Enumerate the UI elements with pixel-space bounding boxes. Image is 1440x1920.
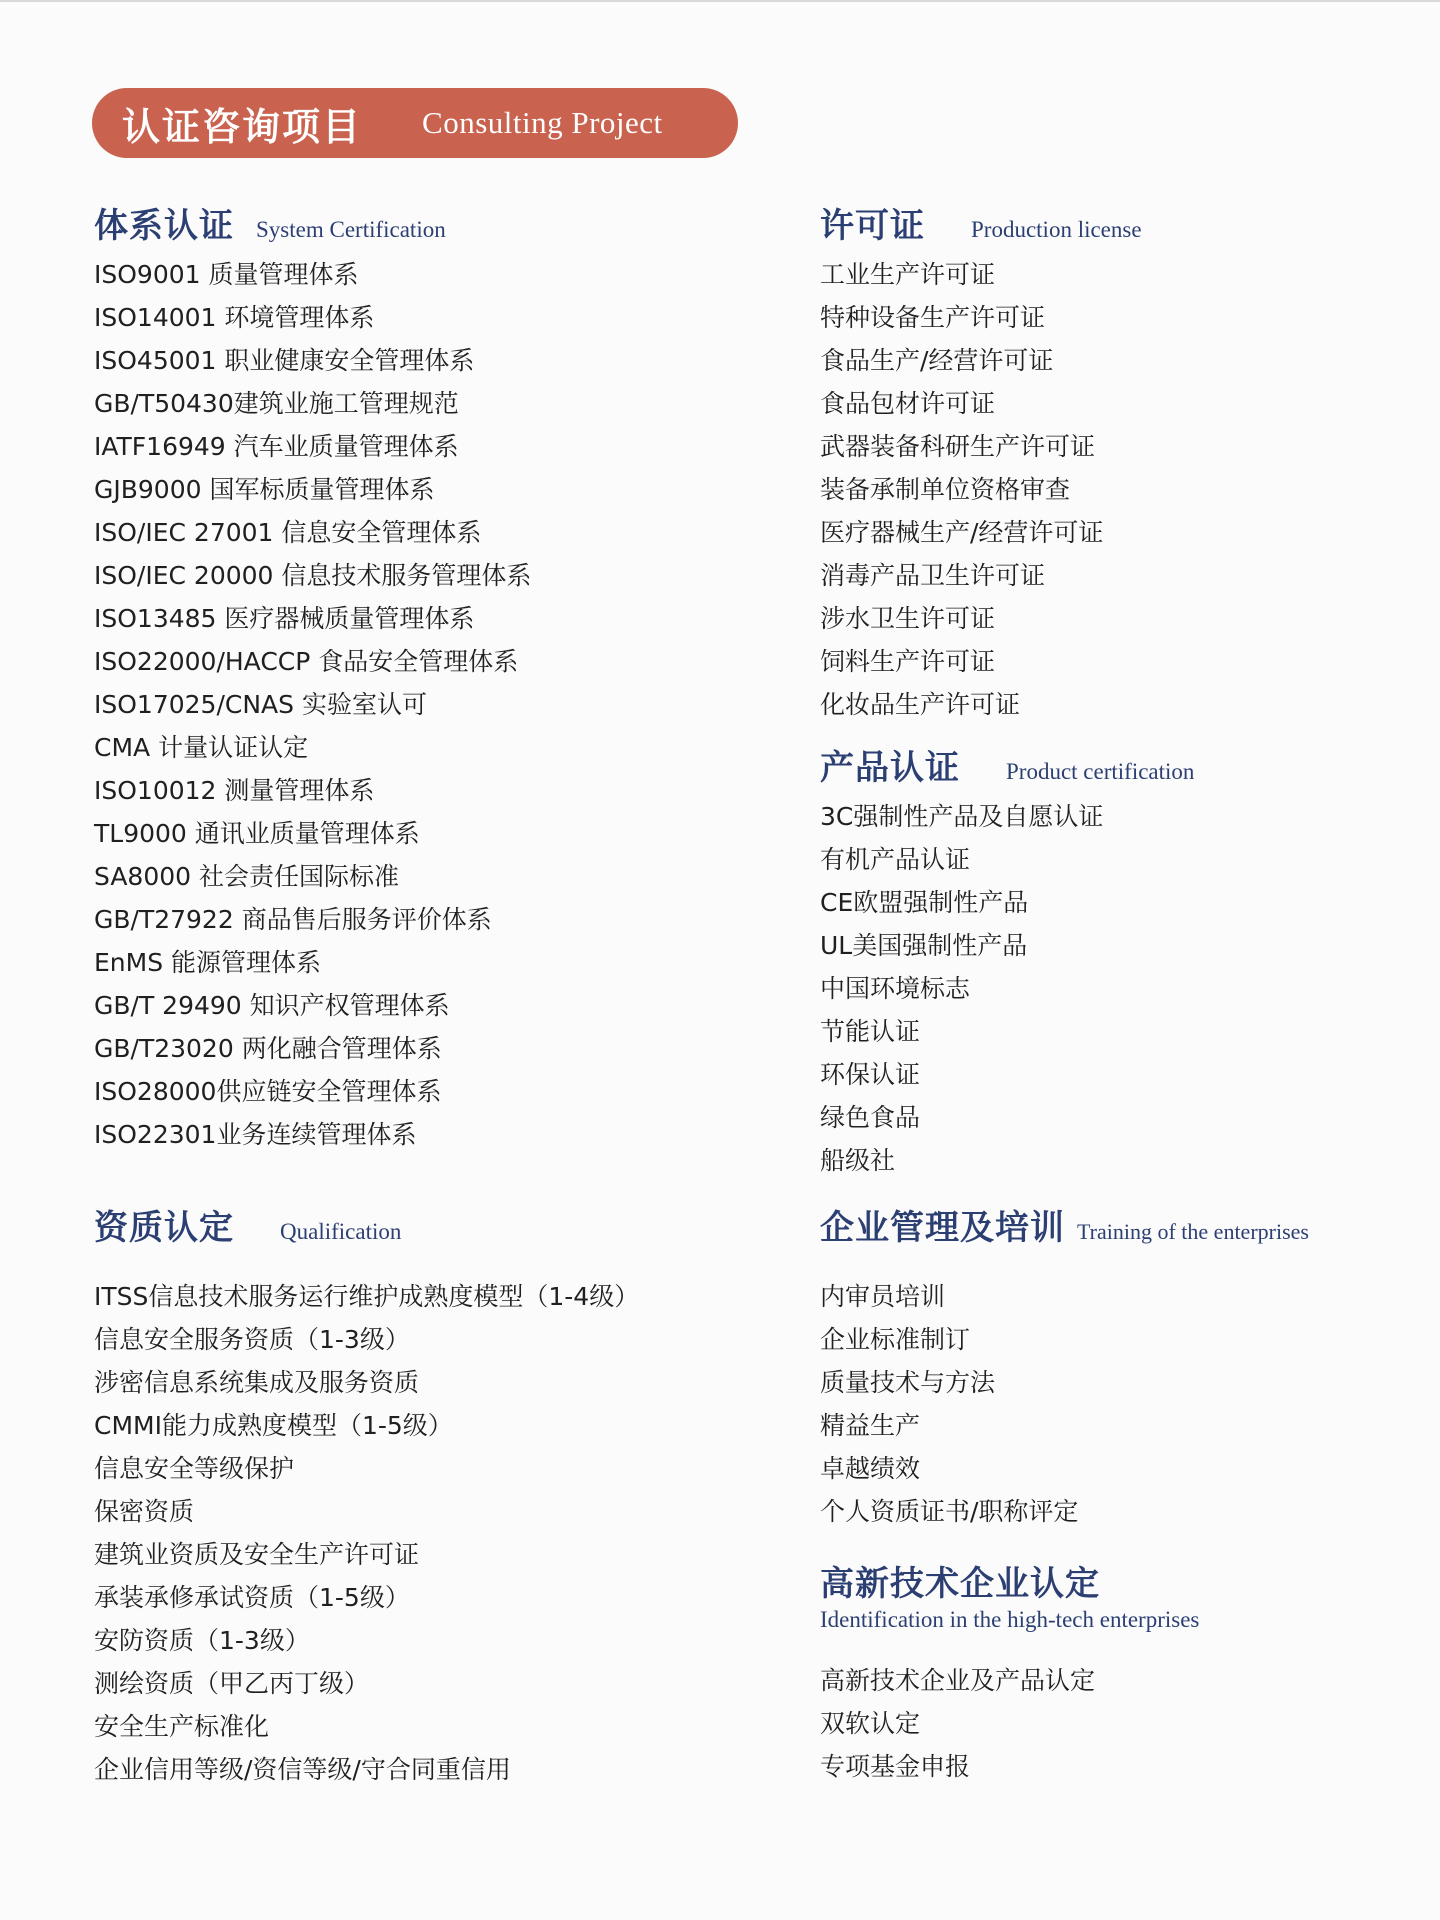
banner-title-cn: 认证咨询项目: [122, 103, 363, 149]
system-certification-section: [94, 198, 531, 1156]
list-item: 有机产品认证: [820, 845, 971, 874]
section-heading: [820, 198, 1142, 247]
list-item: 化妆品生产许可证: [820, 690, 1021, 719]
list-item: 安防资质（1-3级）: [94, 1626, 310, 1655]
list-item: 个人资质证书/职称评定: [820, 1497, 1079, 1526]
list-item: 特种设备生产许可证: [820, 303, 1046, 332]
section-title-en: Training of the enterprises: [1077, 1219, 1309, 1244]
list-item: 保密资质: [94, 1497, 195, 1526]
list-item: GB/T27922 商品售后服务评价体系: [94, 905, 492, 934]
consulting-project-banner: [92, 88, 738, 158]
list-item: 中国环境标志: [820, 974, 971, 1003]
list-item: GB/T 29490 知识产权管理体系: [94, 991, 450, 1020]
high-tech-list: [820, 1659, 1199, 1788]
section-heading: [820, 740, 1194, 789]
training-section: [820, 1200, 1309, 1533]
high-tech-section: [820, 1556, 1199, 1788]
list-item: ISO28000供应链安全管理体系: [94, 1077, 442, 1106]
list-item: 医疗器械生产/经营许可证: [820, 518, 1104, 547]
list-item: 食品生产/经营许可证: [820, 346, 1054, 375]
list-item: ISO10012 测量管理体系: [94, 776, 375, 805]
banner-title-en: Consulting Project: [422, 105, 663, 140]
list-item: SA8000 社会责任国际标准: [94, 862, 400, 891]
list-item: 工业生产许可证: [820, 260, 996, 289]
list-item: 企业标准制订: [820, 1325, 971, 1354]
list-item: 信息安全服务资质（1-3级）: [94, 1325, 410, 1354]
list-item: 3C强制性产品及自愿认证: [820, 802, 1104, 831]
list-item: ISO22000/HACCP 食品安全管理体系: [94, 647, 519, 676]
list-item: 节能认证: [820, 1017, 921, 1046]
product-certification-list: [820, 795, 1194, 1182]
list-item: 涉密信息系统集成及服务资质: [94, 1368, 420, 1397]
list-item: ISO9001 质量管理体系: [94, 260, 359, 289]
list-item: TL9000 通讯业质量管理体系: [94, 819, 420, 848]
production-license-section: [820, 198, 1142, 726]
list-item: 内审员培训: [820, 1282, 946, 1311]
list-item: 承装承修承试资质（1-5级）: [94, 1583, 410, 1612]
section-title-en: Product certification: [1006, 759, 1195, 784]
section-heading: [94, 1200, 639, 1249]
product-certification-section: [820, 740, 1194, 1182]
list-item: UL美国强制性产品: [820, 931, 1028, 960]
list-item: ITSS信息技术服务运行维护成熟度模型（1-4级）: [94, 1282, 640, 1311]
section-title-en: Qualification: [280, 1219, 402, 1244]
list-item: ISO/IEC 20000 信息技术服务管理体系: [94, 561, 532, 590]
section-title-en: Production license: [971, 217, 1142, 242]
list-item: 涉水卫生许可证: [820, 604, 996, 633]
list-item: 专项基金申报: [820, 1752, 971, 1781]
top-divider: [0, 0, 1440, 2]
system-certification-list: [94, 253, 531, 1156]
list-item: 建筑业资质及安全生产许可证: [94, 1540, 420, 1569]
qualification-list: [94, 1275, 639, 1791]
list-item: CE欧盟强制性产品: [820, 888, 1029, 917]
list-item: 装备承制单位资格审查: [820, 475, 1071, 504]
list-item: EnMS 能源管理体系: [94, 948, 322, 977]
production-license-list: [820, 253, 1142, 726]
list-item: ISO17025/CNAS 实验室认可: [94, 690, 427, 719]
list-item: 饲料生产许可证: [820, 647, 996, 676]
list-item: 双软认定: [820, 1709, 921, 1738]
section-title-cn: 资质认定: [94, 1208, 234, 1248]
section-title-en: System Certification: [256, 217, 446, 242]
list-item: 安全生产标准化: [94, 1712, 270, 1741]
list-item: 卓越绩效: [820, 1454, 921, 1483]
list-item: 船级社: [820, 1146, 896, 1175]
list-item: 武器装备科研生产许可证: [820, 432, 1096, 461]
list-item: GB/T50430建筑业施工管理规范: [94, 389, 459, 418]
list-item: 精益生产: [820, 1411, 921, 1440]
list-item: 信息安全等级保护: [94, 1454, 295, 1483]
list-item: 消毒产品卫生许可证: [820, 561, 1046, 590]
section-heading: [820, 1556, 1199, 1633]
list-item: GJB9000 国军标质量管理体系: [94, 475, 435, 504]
section-title-en: Identification in the high-tech enterprises: [820, 1607, 1200, 1632]
list-item: ISO/IEC 27001 信息安全管理体系: [94, 518, 482, 547]
section-heading: [820, 1200, 1309, 1249]
section-title-cn: 企业管理及培训: [820, 1208, 1065, 1248]
list-item: 绿色食品: [820, 1103, 921, 1132]
list-item: 质量技术与方法: [820, 1368, 996, 1397]
list-item: 高新技术企业及产品认定: [820, 1666, 1096, 1695]
list-item: CMMI能力成熟度模型（1-5级）: [94, 1411, 453, 1440]
list-item: ISO22301业务连续管理体系: [94, 1120, 417, 1149]
section-title-cn: 体系认证: [94, 206, 234, 246]
list-item: ISO14001 环境管理体系: [94, 303, 375, 332]
list-item: ISO45001 职业健康安全管理体系: [94, 346, 475, 375]
list-item: 食品包材许可证: [820, 389, 996, 418]
training-list: [820, 1275, 1309, 1533]
section-heading: [94, 198, 531, 247]
list-item: 企业信用等级/资信等级/守合同重信用: [94, 1755, 511, 1784]
qualification-section: [94, 1200, 639, 1791]
section-title-cn: 高新技术企业认定: [820, 1564, 1100, 1604]
list-item: 环保认证: [820, 1060, 921, 1089]
section-title-cn: 产品认证: [820, 748, 960, 788]
list-item: GB/T23020 两化融合管理体系: [94, 1034, 442, 1063]
list-item: IATF16949 汽车业质量管理体系: [94, 432, 459, 461]
list-item: ISO13485 医疗器械质量管理体系: [94, 604, 475, 633]
list-item: 测绘资质（甲乙丙丁级）: [94, 1669, 370, 1698]
section-title-cn: 许可证: [820, 206, 925, 246]
list-item: CMA 计量认证认定: [94, 733, 309, 762]
